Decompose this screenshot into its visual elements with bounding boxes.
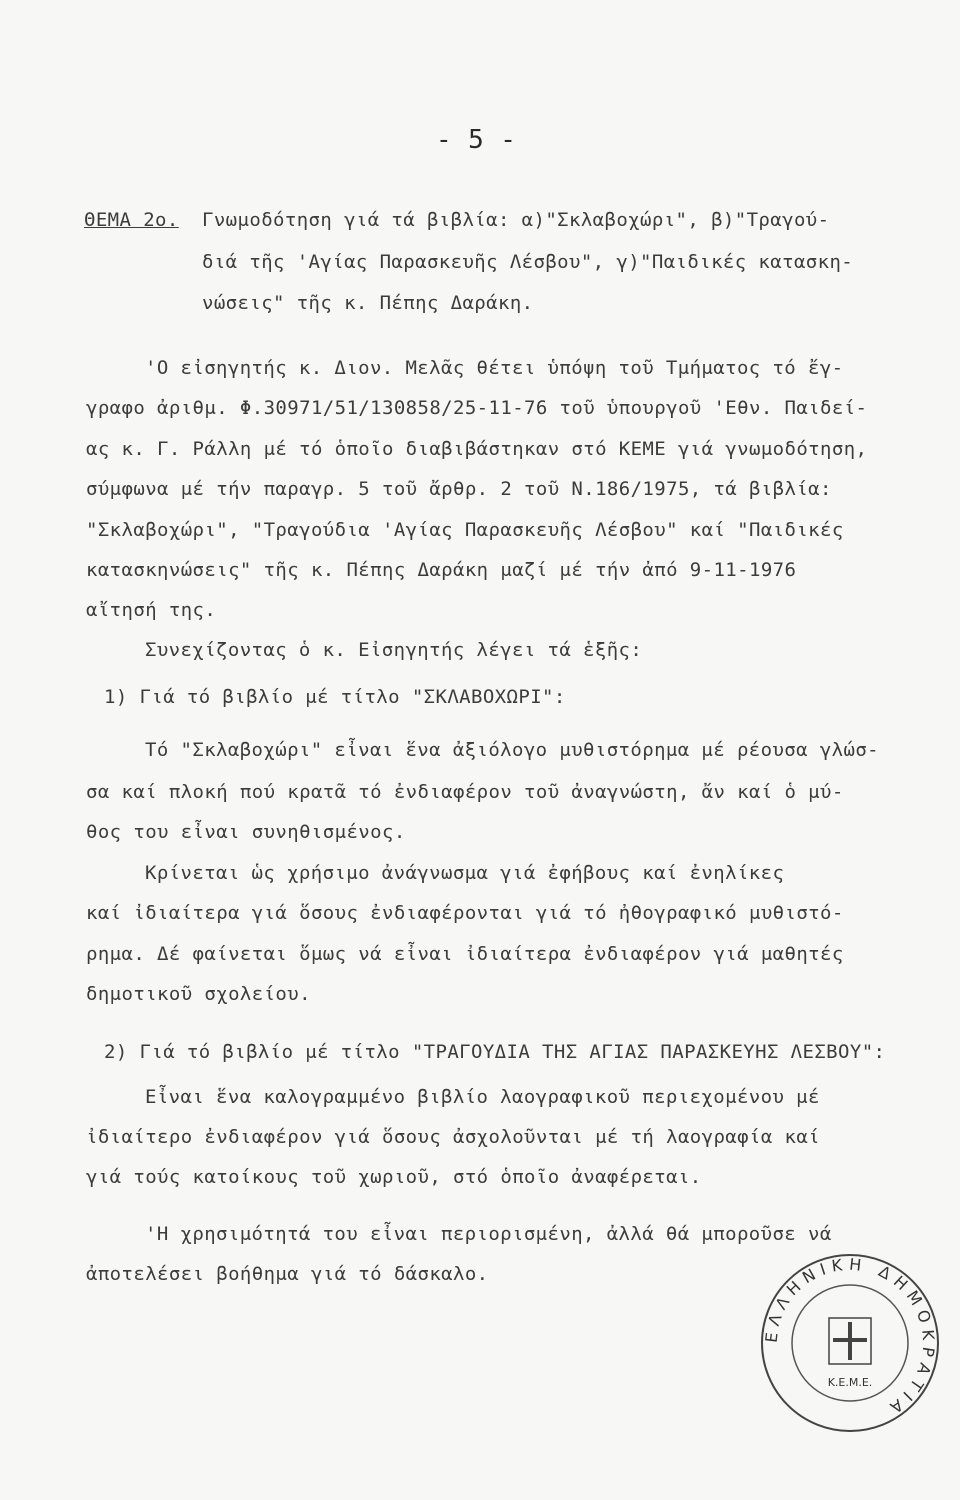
seal-graphic [755, 1248, 945, 1438]
heading-label: ΘΕΜΑ 2ο. [84, 209, 179, 231]
text-line: Συνεχίζοντας ὁ κ. Εἰσηγητής λέγει τά ἑξῆς: [145, 639, 643, 661]
section-heading: 1) Γιά τό βιβλίο μέ τίτλο "ΣΚΛΑΒΟΧΩΡΙ": [104, 686, 566, 708]
text-line: δημοτικοῦ σχολείου. [86, 983, 311, 1005]
text-line: κατασκηνώσεις" τῆς κ. Πέπης Δαράκη μαζί μέ τήν ἀπό 9-11-1976 [86, 559, 797, 581]
text-line: νώσεις" τῆς κ. Πέπης Δαράκη. [202, 292, 534, 314]
text-line: Κρίνεται ὡς χρήσιμο ἀνάγνωσμα γιά ἐφήβους καί ἐνηλίκες [145, 862, 785, 884]
text-line: 'Ο εἰσηγητής κ. Διον. Μελᾶς θέτει ὑπόψη τοῦ Τμήματος τό ἔγ- [145, 357, 844, 379]
text-line: αἴτησή της. [86, 599, 217, 621]
section-heading: 2) Γιά τό βιβλίο μέ τίτλο "ΤΡΑΓΟΥΔΙΑ ΤΗΣ ΑΓΙΑΣ ΠΑΡΑΣΚΕΥΗΣ ΛΕΣΒΟΥ": [104, 1041, 886, 1063]
text-line: γραφο ἀριθμ. Φ.30971/51/130858/25-11-76 τοῦ ὑπουργοῦ 'Εθν. Παιδεί- [86, 397, 868, 419]
text-line: Εἶναι ἕνα καλογραμμένο βιβλίο λαογραφικοῦ περιεχομένου μέ [145, 1086, 820, 1108]
text-line: 'Η χρησιμότητά του εἶναι περιορισμένη, ἀλλά θά μποροῦσε νά [145, 1223, 832, 1245]
text-line: σα καί πλοκή πού κρατᾶ τό ἐνδιαφέρον τοῦ ἀναγνώστη, ἄν καί ὁ μύ- [86, 781, 844, 803]
official-seal [755, 1248, 945, 1438]
text-line: ας κ. Γ. Ράλλη μέ τό ὁποῖο διαβιβάστηκαν στό ΚΕΜΕ γιά γνωμοδότηση, [86, 438, 868, 460]
text-line: ἀποτελέσει βοήθημα γιά τό δάσκαλο. [86, 1263, 489, 1285]
text-line: γιά τούς κατοίκους τοῦ χωριοῦ, στό ὁποῖο ἀναφέρεται. [86, 1166, 702, 1188]
text-line: θος του εἶναι συνηθισμένος. [86, 821, 406, 843]
seal-ring-text: ΕΛΛΗΝΙΚΗ ΔΗΜΟΚΡΑΤΙΑ [761, 1254, 939, 1421]
text-line: ρημα. Δέ φαίνεται ὅμως νά εἶναι ἰδιαίτερα ἐνδιαφέρον γιά μαθητές [86, 943, 844, 965]
text-line: "Σκλαβοχώρι", "Τραγούδια 'Αγίας Παρασκευῆς Λέσβου" καί "Παιδικές [86, 519, 844, 541]
text-line: Γνωμοδότηση γιά τά βιβλία: α)"Σκλαβοχώρι", β)"Τραγού- [202, 209, 830, 231]
page-number: - 5 - [436, 125, 517, 155]
text-line: διά τῆς 'Αγίας Παρασκευῆς Λέσβου", γ)"Παιδικές κατασκη- [202, 251, 854, 273]
seal-inner-text: Κ.Ε.Μ.Ε. [827, 1376, 873, 1389]
text-line: καί ἰδιαίτερα γιά ὅσους ἐνδιαφέρονται γιά τό ἠθογραφικό μυθιστό- [86, 902, 844, 924]
text-line: ἰδιαίτερο ἐνδιαφέρον γιά ὅσους ἀσχολοῦνται μέ τή λαογραφία καί [86, 1126, 821, 1148]
text-line: Τό "Σκλαβοχώρι" εἶναι ἕνα ἀξιόλογο μυθιστόρημα μέ ρέουσα γλώσ- [145, 739, 880, 761]
text-line: σύμφωνα μέ τήν παραγρ. 5 τοῦ ἄρθρ. 2 τοῦ Ν.186/1975, τά βιβλία: [86, 478, 832, 500]
